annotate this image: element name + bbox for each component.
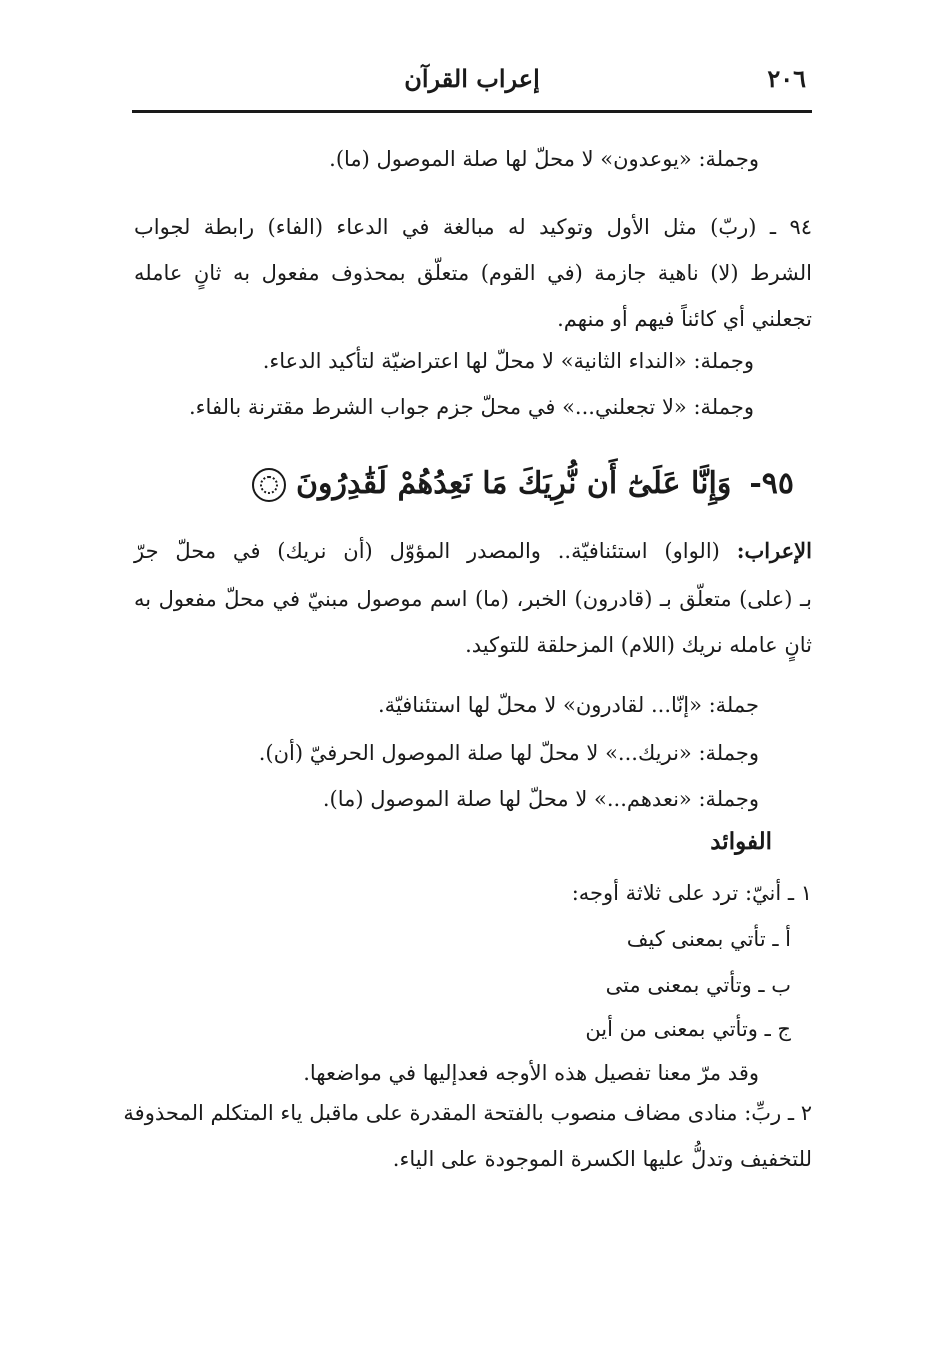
text-line: ثانٍ عامله نريك (اللام) المزحلقة للتوكيد. xyxy=(465,633,812,657)
irab-text: (الواو) استئنافيّة.. والمصدر المؤوّل (أن نريك) في محلّ جرّ xyxy=(134,539,720,563)
page-header xyxy=(132,60,812,104)
fawaid-item-b: ب ـ وتأتي بمعنى متى xyxy=(605,973,791,997)
verse-text: وَإِنَّا عَلَىٰٓ أَن نُّرِيَكَ مَا نَعِدُهُمْ لَقَٰدِرُونَ xyxy=(295,466,732,501)
quran-verse xyxy=(252,460,794,508)
text-line: ٩٤ ـ (ربّ) مثل الأول وتوكيد له مبالغة في الدعاء (الفاء) رابطة لجواب xyxy=(134,215,812,239)
verse-end-ornament-icon xyxy=(252,468,286,502)
fawaid-line: وقد مرّ معنا تفصيل هذه الأوجه فعدإليها في مواضعها. xyxy=(303,1061,759,1085)
text-line: وجملة: «يوعدون» لا محلّ لها صلة الموصول (ما). xyxy=(329,147,759,171)
page-number: ٢٠٦ xyxy=(767,64,806,93)
jumla-line: وجملة: «نريك...» لا محلّ لها صلة الموصول الحرفيّ (أن). xyxy=(258,741,759,765)
fawaid-item-c: ج ـ وتأتي بمعنى من أين xyxy=(585,1017,791,1041)
fawaid-line: ١ ـ أنيّ: ترد على ثلاثة أوجه: xyxy=(571,881,812,905)
irab-label: الإعراب: xyxy=(736,538,812,563)
header-rule xyxy=(132,110,812,113)
text-line: تجعلني أي كائناً فيهم أو منهم. xyxy=(557,307,812,331)
jumla-line: وجملة: «نعدهم...» لا محلّ لها صلة الموصول (ما). xyxy=(322,787,759,811)
fawaid-item-a: أ ـ تأتي بمعنى كيف xyxy=(626,927,791,951)
fawaid-line: ٢ ـ ربِّ: منادى مضاف منصوب بالفتحة المقدرة على ماقبل ياء المتكلم المحذوفة xyxy=(123,1101,812,1125)
fawaid-heading: الفوائد xyxy=(710,828,772,855)
book-title: إعراب القرآن xyxy=(404,64,540,93)
text-line: بـ (على) متعلّق بـ (قادرون) الخبر، (ما) اسم موصول مبنيّ في محلّ مفعول به xyxy=(134,587,812,611)
text-line: وجملة: «لا تجعلني...» في محلّ جزم جواب الشرط مقترنة بالفاء. xyxy=(189,395,754,419)
text-line: الشرط (لا) ناهية جازمة (في القوم) متعلّق بمحذوف مفعول به ثانٍ عامله xyxy=(134,261,812,285)
text-line: وجملة: «النداء الثانية» لا محلّ لها اعتراضيّة لتأكيد الدعاء. xyxy=(262,349,754,373)
jumla-line: جملة: «إنّا... لقادرون» لا محلّ لها استئنافيّة. xyxy=(377,693,759,717)
verse-number: ٩٥- xyxy=(749,466,794,501)
irab-line xyxy=(134,534,812,568)
fawaid-line: للتخفيف وتدلُّ عليها الكسرة الموجودة على الياء. xyxy=(392,1147,812,1171)
